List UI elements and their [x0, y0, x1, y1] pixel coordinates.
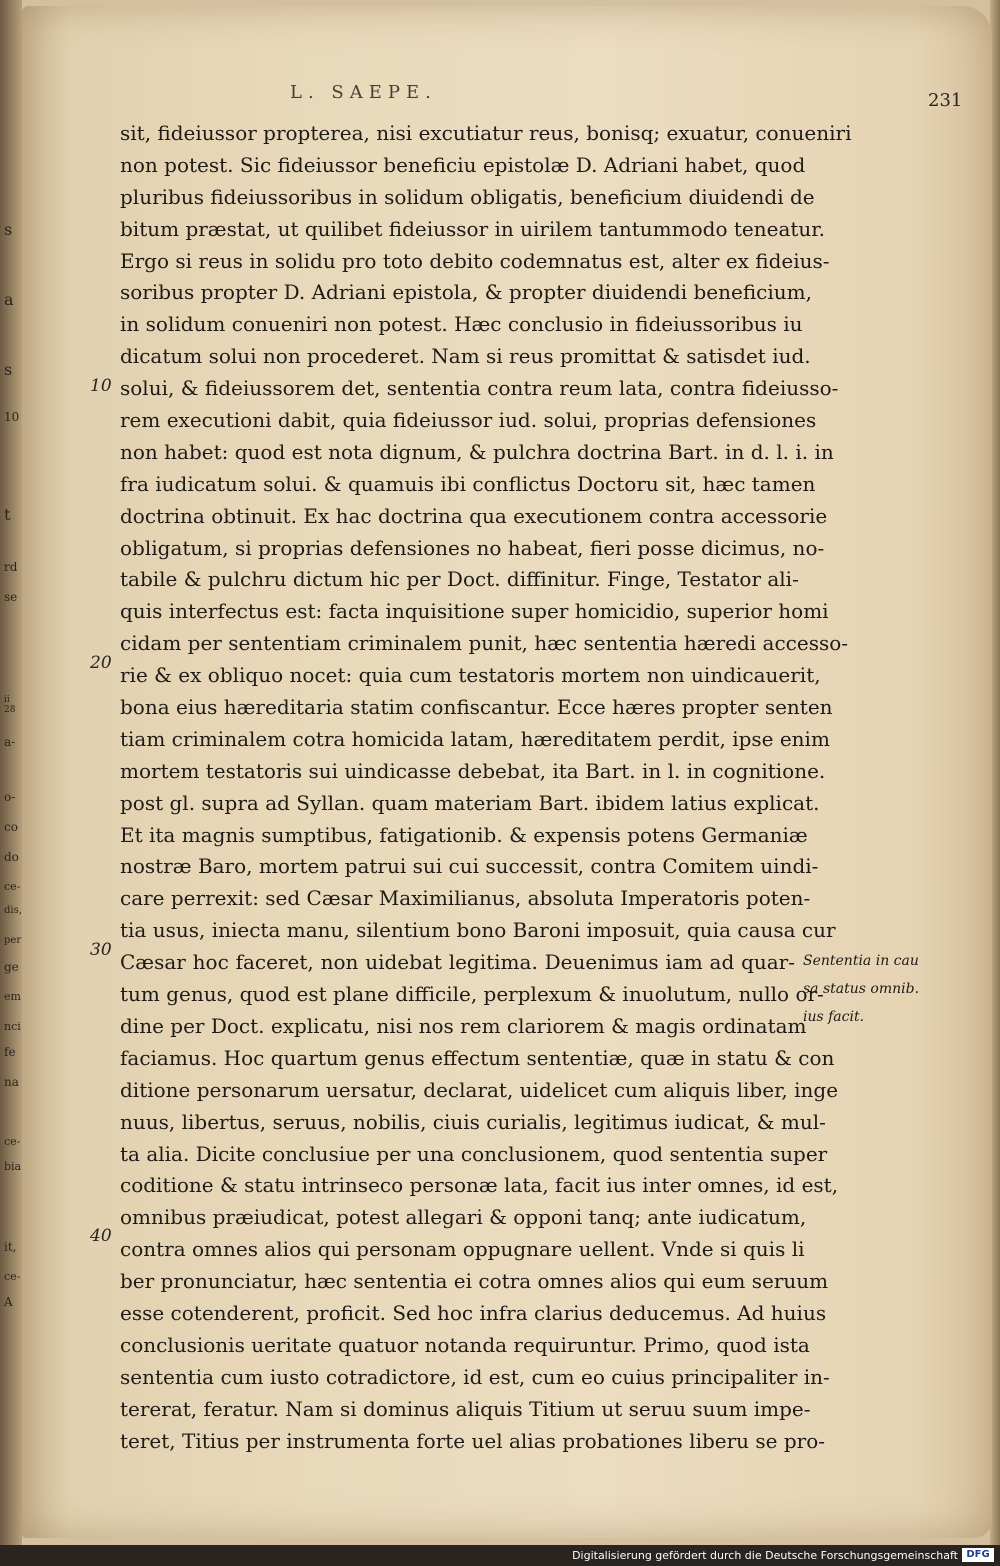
text-line: Cæsar hoc faceret, non uidebat legitima. Deuenimus iam ad quar- [120, 950, 795, 975]
text-line: solui, & fideiussorem det, sententia contra reum lata, contra fideiusso- [120, 376, 839, 401]
text-line: ditione personarum uersatur, declarat, uidelicet cum aliquis liber, inge [120, 1077, 839, 1102]
text-line: non potest. Sic fideiussor beneficiu epistolæ D. Adriani habet, quod [120, 152, 806, 177]
edge-fragment: 10 [4, 410, 20, 424]
text-line: faciamus. Hoc quartum genus effectum sententiæ, quæ in statu & con [120, 1045, 835, 1070]
marginal-note [803, 947, 943, 1031]
edge-fragment: dis, [4, 905, 22, 916]
text-line: dicatum solui non procederet. Nam si reus promittat & satisdet iud. [120, 344, 811, 369]
text-line: bitum præstat, ut quilibet fideiussor in uirilem tantummodo teneatur. [120, 216, 826, 241]
text-line: tererat, feratur. Nam si dominus aliquis Titium ut seruu suum impe- [120, 1396, 811, 1421]
edge-fragment: nci [4, 1020, 21, 1033]
text-line: non habet: quod est nota dignum, & pulchra doctrina Bart. in d. l. i. in [120, 439, 834, 464]
edge-fragment: o- [4, 790, 16, 804]
text-line: tum genus, quod est plane difficile, perplexum & inuolutum, nullo or- [120, 982, 824, 1007]
edge-fragment: t [4, 505, 11, 524]
marginal-note-line: Sententia in cau [803, 953, 919, 969]
edge-fragment: bia [4, 1160, 22, 1173]
text-line: doctrina obtinuit. Ex hac doctrina qua executionem contra accessorie [120, 503, 828, 528]
text-line: esse cotenderent, proficit. Sed hoc infra clarius deducemus. Ad huius [120, 1300, 827, 1325]
edge-fragment: ce- [4, 880, 21, 893]
text-line: coditione & statu intrinseco personæ lata, facit ius inter omnes, id est, [120, 1173, 839, 1198]
edge-fragment: a [4, 290, 14, 309]
text-line: conclusionis ueritate quatuor notanda requiruntur. Primo, quod ista [120, 1332, 810, 1357]
line-number: 40 [90, 1226, 112, 1246]
text-line: fra iudicatum solui. & quamuis ibi conflictus Doctoru sit, hæc tamen [120, 471, 816, 496]
facing-page-fragments [0, 0, 22, 1545]
text-line: ber pronunciatur, hæc sententia ei cotra omnes alios qui eum seruum [120, 1269, 829, 1294]
edge-fragment: A [4, 1295, 13, 1309]
page-number: 231 [928, 90, 963, 111]
edge-fragment: do [4, 850, 19, 864]
edge-fragment: ii 28 [4, 695, 16, 715]
text-line: in solidum conueniri non potest. Hæc conclusio in fideiussoribus iu [120, 312, 803, 337]
text-line: mortem testatoris sui uindicasse debebat, ita Bart. in l. in cognitione. [120, 758, 826, 783]
edge-fragment: na [4, 1075, 19, 1089]
text-line: dine per Doct. explicatu, nisi nos rem clariorem & magis ordinatam [120, 1013, 807, 1038]
edge-fragment: rd [4, 560, 18, 574]
edge-fragment: ce- [4, 1270, 21, 1283]
edge-fragment: ge [4, 960, 19, 974]
text-line: post gl. supra ad Syllan. quam materiam Bart. ibidem latius explicat. [120, 790, 820, 815]
text-line: bona eius hæreditaria statim confiscantur. Ecce hæres propter senten [120, 695, 833, 720]
text-line: rie & ex obliquo nocet: quia cum testatoris mortem non uindicauerit, [120, 663, 821, 688]
text-line: quis interfectus est: facta inquisitione super homicidio, superior homi [120, 599, 829, 624]
edge-fragment: it, [4, 1240, 17, 1254]
marginal-note-line: sa status omnib. [803, 981, 920, 997]
text-line: tia usus, iniecta manu, silentium bono Baroni imposuit, quia causa cur [120, 918, 836, 943]
text-line: contra omnes alios qui personam oppugnare uellent. Vnde si quis li [120, 1237, 805, 1262]
line-number: 30 [90, 940, 112, 960]
edge-fragment: s [4, 360, 13, 379]
text-line: care perrexit: sed Cæsar Maximilianus, absoluta Imperatoris poten- [120, 886, 811, 911]
edge-fragment: fe [4, 1045, 16, 1059]
edge-fragment: ce- [4, 1135, 21, 1148]
text-line: omnibus præiudicat, potest allegari & opponi tanq; ante iudicatum, [120, 1205, 807, 1230]
text-line: Ergo si reus in solidu pro toto debito codemnatus est, alter ex fideius- [120, 248, 830, 273]
text-line: rem executioni dabit, quia fideiussor iud. solui, proprias defensiones [120, 408, 817, 433]
text-line: tabile & pulchru dictum hic per Doct. diffinitur. Finge, Testator ali- [120, 567, 799, 592]
dfg-logo: DFG [962, 1548, 994, 1562]
running-head: L. SAEPE. [290, 82, 437, 103]
text-line: tiam criminalem cotra homicida latam, hæreditatem perdit, ipse enim [120, 726, 830, 751]
line-number: 20 [90, 653, 112, 673]
text-line: obligatum, si proprias defensiones no habeat, fieri posse dicimus, no- [120, 535, 825, 560]
line-number: 10 [90, 376, 112, 396]
edge-fragment: per [4, 935, 22, 946]
text-line: soribus propter D. Adriani epistola, & propter diuidendi beneficium, [120, 280, 812, 305]
footer-bar [0, 1545, 1000, 1566]
text-line: ta alia. Dicite conclusiue per una conclusionem, quod sententia super [120, 1141, 828, 1166]
marginal-note-line: ius facit. [803, 1009, 865, 1025]
edge-fragment: em [4, 990, 21, 1003]
edge-fragment: co [4, 820, 18, 834]
text-line: teret, Titius per instrumenta forte uel alias probationes liberu se pro- [120, 1428, 826, 1453]
edge-fragment: s [4, 220, 13, 239]
text-line: cidam per sententiam criminalem punit, hæc sententia hæredi accesso- [120, 631, 849, 656]
text-line: sit, fideiussor propterea, nisi excutiatur reus, bonisq; exuatur, conueniri [120, 121, 852, 145]
text-line: Et ita magnis sumptibus, fatigationib. & expensis potens Germaniæ [120, 822, 808, 847]
text-line: nostræ Baro, mortem patrui sui cui successit, contra Comitem uindi- [120, 854, 819, 879]
funding-credit: Digitalisierung gefördert durch die Deutsche Forschungsgemeinschaft [572, 1549, 958, 1562]
text-line: nuus, libertus, seruus, nobilis, ciuis curialis, legitimus iudicat, & mul- [120, 1109, 826, 1134]
text-line: pluribus fideiussoribus in solidum obligatis, beneficium diuidendi de [120, 184, 815, 209]
text-line: sententia cum iusto cotradictore, id est, cum eo cuius principaliter in- [120, 1364, 830, 1389]
edge-fragment: se [4, 590, 18, 604]
edge-fragment: a- [4, 735, 16, 749]
